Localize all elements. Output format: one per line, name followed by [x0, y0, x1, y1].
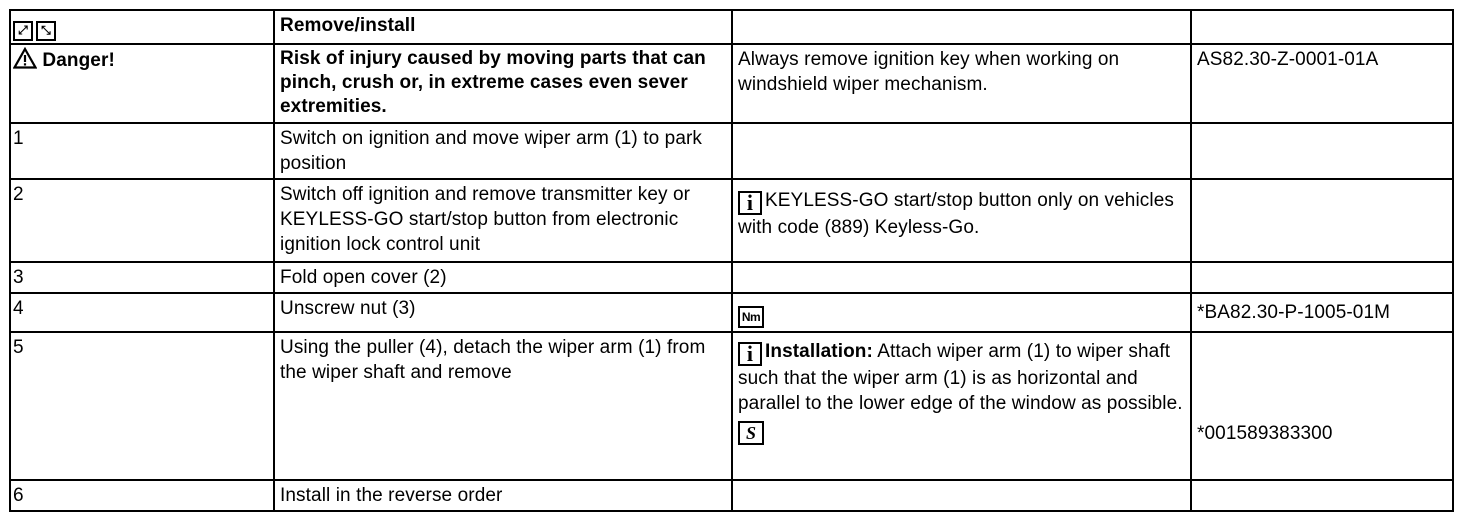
- step-number: 5: [10, 332, 274, 480]
- danger-row: [10, 44, 1453, 123]
- step-note: [732, 262, 1191, 293]
- procedure-sheet: [9, 9, 1454, 512]
- procedure-table: [9, 9, 1454, 512]
- header-empty-3: [732, 10, 1191, 44]
- step-text: Install in the reverse order: [274, 480, 732, 511]
- step-ref: [1191, 262, 1453, 293]
- step-number: 2: [10, 179, 274, 262]
- step-note-bold: Installation:: [765, 341, 873, 362]
- special-tool-icon[interactable]: S: [738, 421, 764, 445]
- step-number: 3: [10, 262, 274, 293]
- step-row-4: [10, 293, 1453, 332]
- step-note: [732, 179, 1191, 262]
- step-note: [732, 293, 1191, 332]
- step-row-3: [10, 262, 1453, 293]
- danger-label: Danger!: [42, 50, 115, 71]
- danger-risk: Risk of injury caused by moving parts that can pinch, crush or, in extreme cases even sever extremities.: [274, 44, 732, 123]
- info-icon[interactable]: i: [738, 342, 762, 366]
- step-note-text: Attach wiper arm (1) to wiper shaft such that the wiper arm (1) is as horizontal and parallel to the lower edge of the window as possible.: [738, 341, 1183, 414]
- step-ref[interactable]: *BA82.30-P-1005-01M: [1191, 293, 1453, 332]
- info-icon[interactable]: i: [738, 191, 762, 215]
- step-ref: [1191, 480, 1453, 511]
- step-row-2: [10, 179, 1453, 262]
- step-number: 1: [10, 123, 274, 179]
- step-row-5: [10, 332, 1453, 480]
- step-ref: [1191, 123, 1453, 179]
- step-text: Unscrew nut (3): [274, 293, 732, 332]
- step-ref: [1191, 179, 1453, 262]
- step-text: Using the puller (4), detach the wiper arm (1) from the wiper shaft and remove: [274, 332, 732, 480]
- tool-ref[interactable]: *001589383300: [1197, 423, 1333, 444]
- step-note-text: KEYLESS-GO start/stop button only on vehicles with code (889) Keyless-Go.: [738, 190, 1174, 238]
- step-text: Fold open cover (2): [274, 262, 732, 293]
- danger-ref[interactable]: AS82.30-Z-0001-01A: [1191, 44, 1453, 123]
- step-note: [732, 332, 1191, 480]
- header-icons-cell: [10, 10, 274, 44]
- header-empty-4: [1191, 10, 1453, 44]
- step-text: Switch off ignition and remove transmitter key or KEYLESS-GO start/stop button from electronic ignition lock control unit: [274, 179, 732, 262]
- step-note: [732, 123, 1191, 179]
- tool-line: [738, 418, 1185, 445]
- step-number: 4: [10, 293, 274, 332]
- step-row-6: [10, 480, 1453, 511]
- step-note: [732, 480, 1191, 511]
- expand-icon[interactable]: ⤢: [13, 21, 33, 41]
- danger-label-cell: [10, 44, 274, 123]
- step-number: 6: [10, 480, 274, 511]
- collapse-icon[interactable]: ⤡: [36, 21, 56, 41]
- warning-triangle-icon: [13, 47, 37, 69]
- header-title: Remove/install: [274, 10, 732, 44]
- step-ref: [1191, 332, 1453, 480]
- header-row: [10, 10, 1453, 44]
- torque-icon[interactable]: Nm: [738, 306, 764, 328]
- danger-measure: Always remove ignition key when working on windshield wiper mechanism.: [732, 44, 1191, 123]
- step-row-1: [10, 123, 1453, 179]
- step-text: Switch on ignition and move wiper arm (1) to park position: [274, 123, 732, 179]
